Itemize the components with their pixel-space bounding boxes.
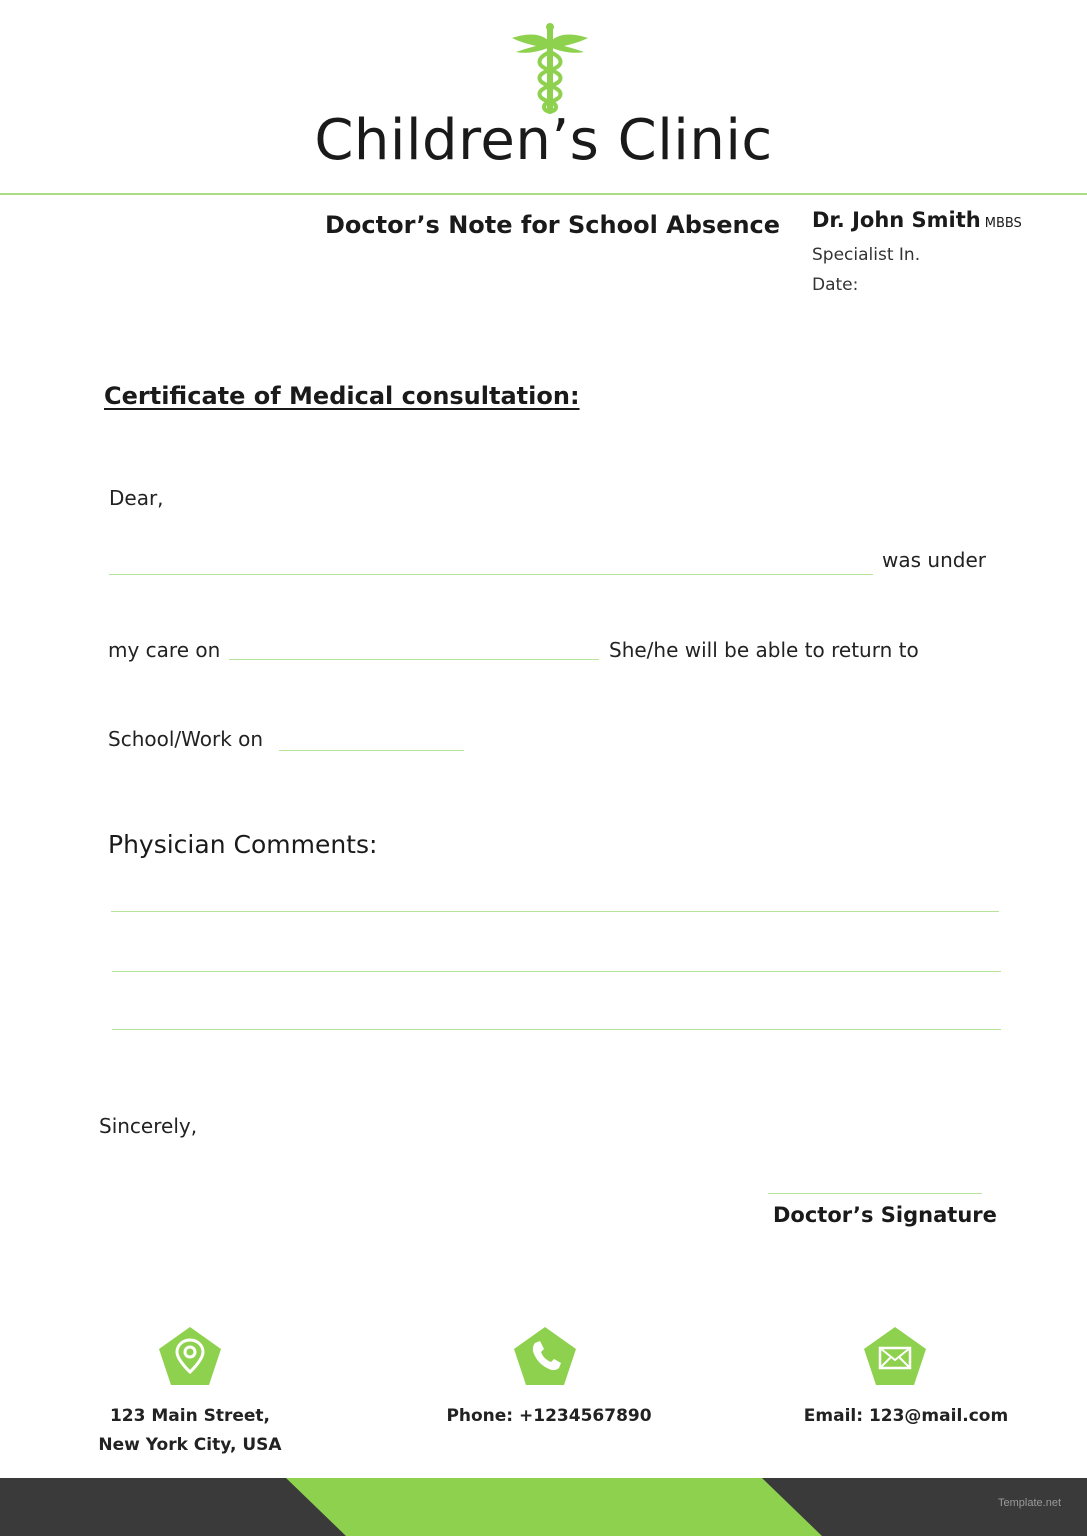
return-to-text: She/he will be able to return to — [609, 638, 919, 662]
location-pin-icon — [158, 1326, 222, 1386]
patient-name-line[interactable] — [109, 574, 873, 575]
school-work-on-text: School/Work on — [108, 727, 264, 751]
address-line-2: New York City, USA — [98, 1435, 282, 1455]
my-care-on-text: my care on — [108, 638, 221, 662]
caduceus-icon — [510, 22, 590, 118]
was-under-text: was under — [882, 548, 986, 572]
comment-line-1[interactable] — [111, 911, 999, 912]
phone-text: Phone: +1234567890 — [446, 1406, 652, 1426]
signature-label: Doctor’s Signature — [773, 1203, 997, 1227]
care-date-line[interactable] — [229, 659, 599, 660]
clinic-name: Children’s Clinic — [314, 108, 773, 173]
comment-line-3[interactable] — [112, 1029, 1001, 1030]
address-line-1: 123 Main Street, — [109, 1406, 271, 1426]
date-label: Date: — [812, 275, 859, 295]
email-text: Email: 123@mail.com — [803, 1406, 1009, 1426]
signature-line[interactable] — [768, 1193, 982, 1194]
phone-icon — [513, 1326, 577, 1386]
footer-band — [0, 1478, 1087, 1536]
sincerely-text: Sincerely, — [99, 1114, 198, 1138]
note-title: Doctor’s Note for School Absence — [325, 211, 781, 239]
doctor-name: Dr. John Smith — [812, 208, 981, 232]
specialist-label: Specialist In. — [812, 245, 921, 265]
comment-line-2[interactable] — [112, 971, 1001, 972]
header-divider — [0, 193, 1087, 195]
doctor-name-block — [812, 208, 1022, 232]
greeting: Dear, — [109, 486, 164, 510]
watermark: Template.net — [998, 1497, 1061, 1509]
comments-heading: Physician Comments: — [108, 830, 378, 859]
certificate-heading: Certificate of Medical consultation: — [104, 382, 580, 410]
doctor-credentials: MBBS — [984, 216, 1022, 231]
envelope-icon — [863, 1326, 927, 1386]
return-date-line[interactable] — [279, 750, 464, 751]
